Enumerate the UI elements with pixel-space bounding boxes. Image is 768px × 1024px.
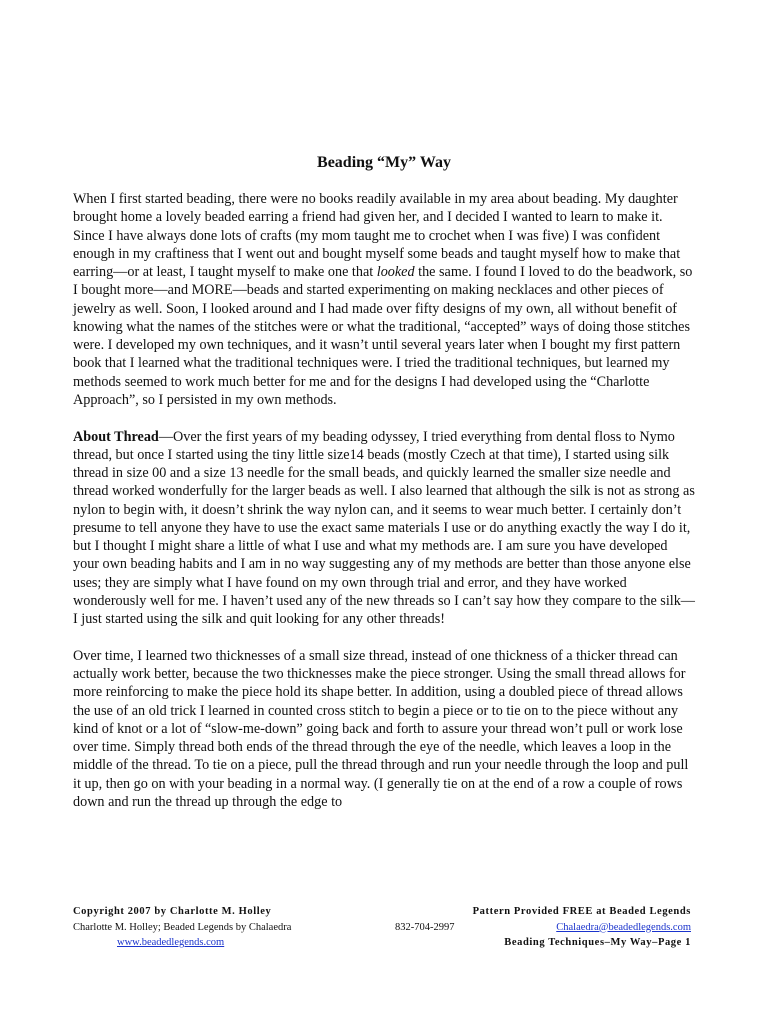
document-body [73,190,697,830]
page-number-label: Beading Techniques–My Way–Page 1 [504,937,691,948]
paragraph-heading: About Thread [73,428,159,445]
footer-row-1 [73,904,691,920]
paragraph-emphasis: looked [376,264,415,280]
paragraph-text: Over time, I learned two thicknesses of a small size thread, instead of one thickness of a thicker thread can actually work better, because the two thicknesses make the piece stronger. Using the small thread allows for more reinforcing to make the piece hold its shape better. In addition, using a doubled piece of thread allows the use of an old trick I learned in counted cross stitch to begin a piece or to tie on to the piece without any kind of knot or a lot of “slow-me-down” going back and forth to assure your thread won’t pull or work lose over time. Simply thread both ends of the thread through the eye of the needle, which leaves a loop in the middle of the thread. To tie on a piece, pull the thread through and run your needle through the loop and pull it up, then go on with your beading in a normal way. (I generally tie on at the end of a row a couple of rows down and run the thread up through the edge to [73,647,689,810]
footer-row-2 [73,920,691,936]
website-link[interactable]: www.beadedlegends.com [117,937,225,948]
paragraph-thread-thickness [73,647,697,811]
paragraph-about-thread [73,428,697,629]
phone-number: 832-704-2997 [395,921,455,933]
paragraph-text: When I first started beading, there were no books readily available in my area about beading. My daughter brought home a lovely beaded earring a friend had given her, and I decided I wanted to learn to make it. Since I have always done lots of crafts (my mom taught me to crochet when I was five) I was confident enough in my craftiness that I went out and bought myself some beads and taught myself how to make that earring—or at least, I taught myself to make one that [73,191,681,280]
copyright-notice: Copyright 2007 by Charlotte M. Holley [73,906,272,917]
page-footer [73,904,691,951]
document-title: Beading “My” Way [317,154,451,171]
footer-row-3 [73,935,691,951]
author-line: Charlotte M. Holley; Beaded Legends by Chalaedra [73,921,292,933]
paragraph-text: —Over the first years of my beading odyssey, I tried everything from dental floss to Nymo thread, but once I started using the tiny little size14 beads (mostly Czech at that time), I started using silk thread in size 00 and a size 13 needle for the small beads, and quickly learned the smaller size needle and thread worked wonderfully for the larger beads as well. I also learned that although the silk is not as strong as nylon to begin with, it doesn’t shrink the way nylon can, and it seems to wear much better. I certainly don’t presume to tell anyone they have to use the exact same materials I use or do anything exactly the way I do it, but I thought I might share a little of what I use and what my methods are. I am sure you have developed your own beading habits and I am in no way suggesting any of my methods are better than those anyone else uses; they are simply what I have found on my own through trial and error, and they have worked wonderously well for me. I haven’t used any of the new threads so I can’t say how they compare to the silk—I just started using the silk and quit looking for any other threads! [73,428,695,627]
email-link[interactable]: Chalaedra@beadedlegends.com [556,921,691,933]
paragraph-intro [73,190,697,409]
pattern-source: Pattern Provided FREE at Beaded Legends [472,906,691,917]
paragraph-text-continued: the same. I found I loved to do the beadwork, so I bought more—and MORE—beads and started experimenting on making necklaces and other pieces of jewelry as well. Soon, I looked around and I had made over fifty designs of my own, all without benefit of knowing what the names of the stitches were or what the traditional, “accepted” ways of doing those stitches were. I developed my own techniques, and it wasn’t until several years later when I bought my first pattern book that I learned what the traditional techniques were. I tried the traditional techniques, but learned my methods seemed to work much better for me and for the designs I had developed using the “Charlotte Approach”, so I persisted in my own methods. [73,264,693,408]
